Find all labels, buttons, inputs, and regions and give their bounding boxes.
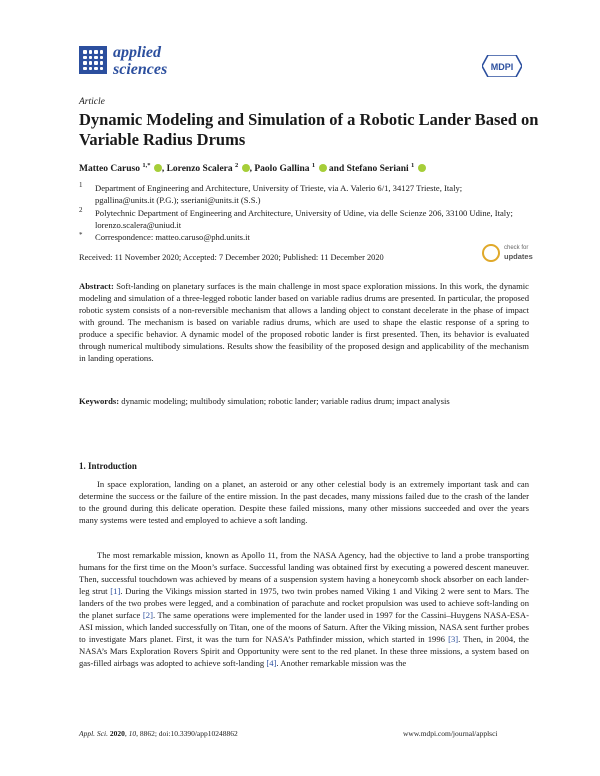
keywords-text: dynamic modeling; multibody simulation; robotic lander; variable radius drum; impact analysis: [121, 396, 450, 406]
author-affiliation-marker: 1: [311, 162, 316, 169]
abstract-label: Abstract:: [79, 281, 114, 291]
article-type: Article: [79, 97, 105, 107]
author-separator: ,: [161, 164, 167, 175]
affiliation-number: 2: [79, 206, 83, 214]
affiliation-number: 1: [79, 181, 83, 189]
orcid-icon[interactable]: [242, 164, 250, 172]
intro-paragraph-2: [79, 549, 529, 669]
check-updates-icon: [482, 244, 500, 262]
author-name[interactable]: Matteo Caruso: [79, 164, 140, 175]
author-separator: and: [326, 164, 347, 175]
author-affiliation-marker: 1,*: [142, 162, 151, 169]
check-for-updates-badge[interactable]: [482, 242, 532, 268]
author-list: [79, 162, 426, 174]
citation-link[interactable]: [4]: [266, 658, 277, 668]
author-name[interactable]: Lorenzo Scalera: [166, 164, 233, 175]
paragraph-text: The most remarkable mission, known as Apollo 11, from the NASA Agency, had the objective to land a probe transporting humans for the first time on the Moon’s surface. Successful landing was obtained first by executing a powered descent maneuver. Then, successful touchdown was achieved by means of a suspension system having a honeycomb shock absorber on each lander-leg strut: [79, 550, 529, 596]
paragraph-text: . During the Vikings mission started in 1975, two twin probes named Viking 1 and Viking 2 were sent to Mars. The landers of the two probes were legged, and a combination of parachute and rocket propulsion was used to achieve soft-landing on the planet surface: [79, 586, 530, 620]
author-name[interactable]: Paolo Gallina: [254, 164, 310, 175]
journal-name: applied sciences: [113, 44, 168, 78]
affiliation-number: *: [79, 231, 83, 239]
abstract-text: Soft-landing on planetary surfaces is the main challenge in most space exploration missions. In this work, the dynamic modeling and simulation of a three-legged robotic lander based on variable radius drums are presented. In particular, the proposed robotic system consists of a non-reversible mechanism that allows a landing object to constant decelerate in the phase of impact with ground. The mechanism is based on variable radius drums, which are used to shape the elastic response of a spring to produce a specific behavior. A dynamic model of the proposed robotic lander is first presented. Then, its behavior is evaluated through numerical multibody simulations. Results show the feasibility of the proposed design and applicability of the mechanism in landing operations.: [79, 281, 529, 363]
keywords: [79, 395, 529, 407]
citation-link[interactable]: [1]: [110, 586, 121, 596]
check-updates-line2: updates: [504, 252, 533, 261]
check-updates-line1: check for: [504, 245, 529, 251]
mdpi-logo-icon: [482, 55, 522, 77]
journal-logo-icon: [79, 46, 107, 74]
author-separator: ,: [249, 164, 255, 175]
orcid-icon[interactable]: [154, 164, 162, 172]
correspondence-text: Correspondence: matteo.caruso@phd.units.it: [95, 232, 250, 242]
citation-link[interactable]: [3]: [448, 634, 459, 644]
author-affiliation-marker: 2: [235, 162, 239, 169]
paragraph-text: . Then, in 2004, the NASA’s Mars Exploration Rovers Spirit and Opportunity were sent to the red planet. In these three missions, a system based on gas-filled airbags was adopted to achieve soft-landing: [79, 634, 529, 668]
footer-citation: Appl. Sci. 2020, 10, 8862; doi:10.3390/app10248862: [79, 729, 238, 738]
footer-volume: 10: [128, 729, 137, 738]
mdpi-logo-text: MDPI: [490, 62, 514, 72]
author-affiliation-marker: 1: [411, 162, 415, 169]
affiliation-text: Polytechnic Department of Engineering and Architecture, University of Udine, via delle Scienze 206, 33100 Udine, Italy; lorenzo.scalera@uniud.it: [95, 208, 513, 230]
footer-year: 2020: [109, 729, 125, 738]
section-heading: 1. Introduction: [79, 461, 137, 471]
publication-dates: Received: 11 November 2020; Accepted: 7 December 2020; Published: 11 December 2020: [79, 253, 384, 262]
keywords-label: Keywords:: [79, 396, 120, 406]
affiliation-text: Department of Engineering and Architecture, University of Trieste, via A. Valerio 6/1, 34127 Trieste, Italy; pgallina@units.it (P.G.); sseriani@units.it (S.S.): [95, 183, 463, 205]
paper-title: Dynamic Modeling and Simulation of a Robotic Lander Based on Variable Radius Drums: [79, 110, 539, 149]
orcid-icon[interactable]: [418, 164, 426, 172]
abstract: [79, 280, 529, 364]
footer-url[interactable]: www.mdpi.com/journal/applsci: [403, 729, 498, 738]
author-name[interactable]: Stefano Seriani: [346, 164, 409, 175]
footer-journal: Appl. Sci.: [79, 729, 108, 738]
orcid-icon[interactable]: [319, 164, 327, 172]
citation-link[interactable]: [2]: [142, 610, 153, 620]
paragraph-text: . Another remarkable mission was the: [276, 658, 407, 668]
intro-paragraph-1: In space exploration, landing on a planet, an asteroid or any other celestial body is an extremely important task and can determine the success or the failure of the entire mission. In the past decades, many missions failed due to the crash of the lander to the ground during this delicate operation. Despite these failed missions, many other missions succeeded and over the years many systems were tested and employed to achieve a soft landing.: [79, 479, 529, 525]
footer-doi[interactable]: , 8862; doi:10.3390/app10248862: [136, 729, 238, 738]
paragraph-text: . The same operations were implemented for the lander used in 1997 for the Cassini–Huygens NASA-ESA-ASI mission, which landed successfully on Titan, one of the moons of Saturn. After the Viking mission, NASA sent further probes to investigate Mars planet. First, it was the turn for NASA’s Pathfinder mission, which started in 1996: [79, 610, 530, 644]
